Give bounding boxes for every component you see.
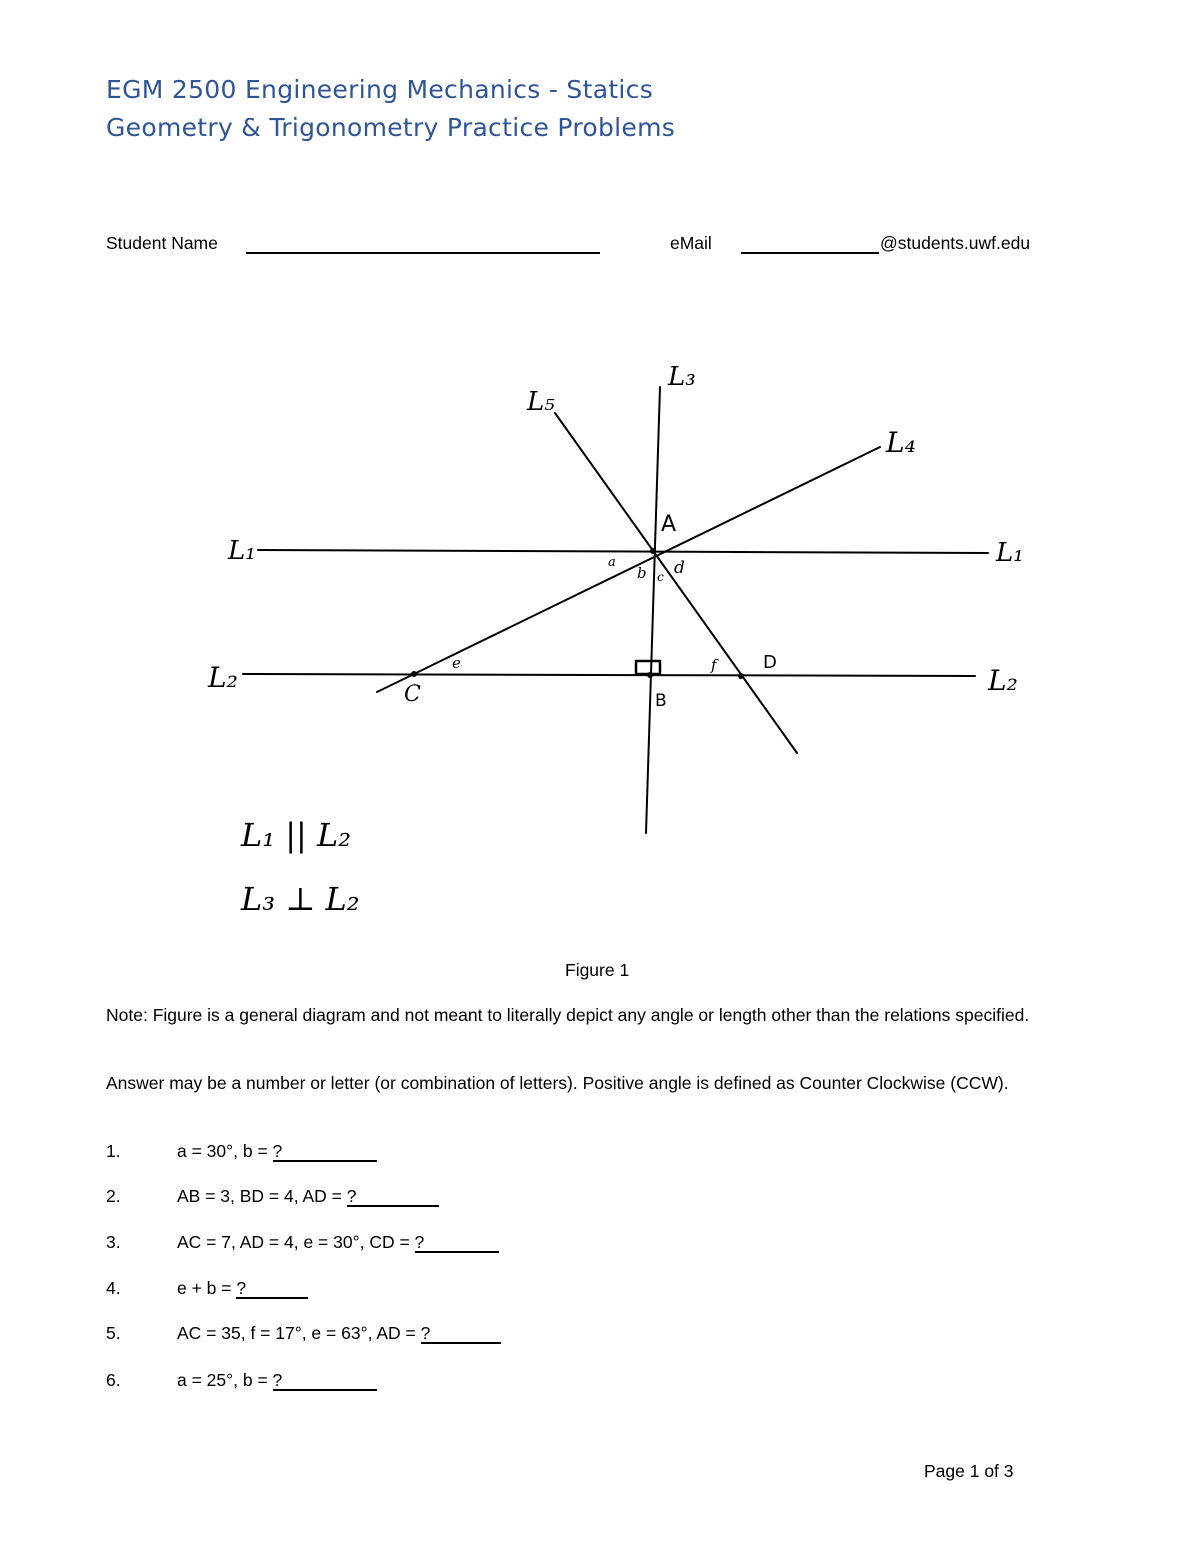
label-angle-e: e: [452, 654, 461, 672]
right-angle-marker: [636, 661, 660, 674]
answer-instructions: Answer may be a number or letter (or combination of letters). Positive angle is defined as Counter Clockwise (CCW).: [106, 1073, 1009, 1093]
student-name-field[interactable]: [246, 252, 600, 254]
label-point-b: B: [655, 691, 667, 711]
label-l3: L₃: [668, 362, 696, 392]
question-text: AC = 7, AD = 4, e = 30°, CD =: [177, 1232, 415, 1252]
label-angle-f: f: [711, 656, 717, 674]
label-l5: L₅: [527, 387, 555, 417]
question-number: 2.: [106, 1186, 121, 1206]
relation-perpendicular: L₃ ⊥ L₂: [241, 880, 360, 918]
label-point-c: C: [404, 682, 421, 707]
label-l1-left: L₁: [228, 536, 256, 566]
label-point-d: D: [763, 652, 777, 673]
document-title: EGM 2500 Engineering Mechanics - Statics: [106, 75, 654, 104]
answer-blank[interactable]: ?: [347, 1187, 439, 1207]
answer-blank[interactable]: ?: [415, 1233, 499, 1253]
answer-blank[interactable]: ?: [236, 1279, 308, 1299]
figure-caption: Figure 1: [565, 960, 630, 980]
line-l3: [646, 387, 660, 833]
label-l2-right: L₂: [988, 664, 1018, 697]
point-d-dot: [738, 673, 744, 679]
geometry-figure: [0, 340, 1200, 940]
page-number: Page 1 of 3: [924, 1461, 1014, 1481]
label-l1-right: L₁: [996, 538, 1024, 568]
figure-note: Note: Figure is a general diagram and not meant to literally depict any angle or length other than the relations specified.: [106, 1005, 1030, 1025]
line-l2: [243, 674, 975, 676]
document-subtitle: Geometry & Trigonometry Practice Problems: [106, 113, 676, 142]
question-number: 5.: [106, 1323, 121, 1343]
email-field[interactable]: [741, 252, 879, 254]
point-a-dot: [650, 548, 656, 554]
label-point-a: A: [661, 512, 677, 537]
question-number: 6.: [106, 1370, 121, 1390]
question-text: AC = 35, f = 17°, e = 63°, AD =: [177, 1323, 421, 1343]
line-l1: [258, 550, 988, 553]
question-text: a = 30°, b =: [177, 1141, 273, 1161]
point-c-dot: [411, 671, 417, 677]
label-angle-d: d: [674, 558, 685, 578]
answer-blank[interactable]: ?: [273, 1142, 377, 1162]
question-text: e + b =: [177, 1278, 237, 1298]
label-angle-c: c: [657, 570, 664, 584]
relation-parallel: L₁ || L₂: [241, 816, 352, 854]
question-number: 3.: [106, 1232, 121, 1252]
question-number: 1.: [106, 1141, 121, 1161]
label-angle-a: a: [608, 555, 616, 570]
answer-blank[interactable]: ?: [421, 1324, 501, 1344]
question-text: AB = 3, BD = 4, AD =: [177, 1186, 347, 1206]
label-angle-b: b: [637, 564, 647, 582]
point-b-dot: [647, 672, 653, 678]
question-text: a = 25°, b =: [177, 1370, 273, 1390]
label-l2-left: L₂: [208, 661, 238, 694]
student-name-label: Student Name: [106, 233, 218, 253]
label-l4: L₄: [886, 426, 916, 459]
answer-blank[interactable]: ?: [273, 1371, 377, 1391]
email-label: eMail: [670, 233, 712, 253]
email-domain: @students.uwf.edu: [880, 233, 1031, 253]
question-number: 4.: [106, 1278, 121, 1298]
line-l5: [555, 413, 797, 753]
